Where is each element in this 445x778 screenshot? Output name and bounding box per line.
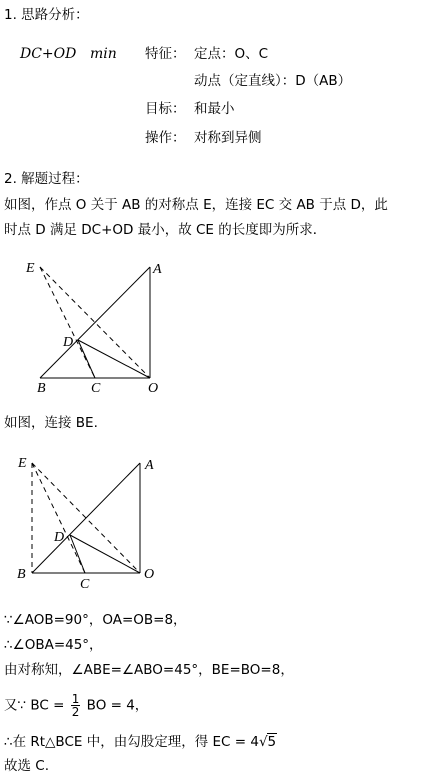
fig1-label-b: B [37, 381, 46, 396]
fraction-one-half [71, 693, 81, 718]
fig2-dashed-ec [32, 463, 85, 573]
fig2-segment-dc [70, 535, 85, 573]
section2-title: 2. 解题过程： [4, 171, 89, 187]
radicand: 5 [267, 734, 277, 750]
operation-text: 对称到异侧 [194, 130, 262, 146]
fraction-numerator: 1 [71, 692, 80, 706]
fig2-segment-ab [32, 463, 140, 573]
proof-step-5 [4, 733, 277, 751]
section1-title: 1. 思路分析： [4, 7, 89, 23]
proof-step-4 [4, 693, 148, 718]
proof-step-3: 由对称知，∠ABE=∠ABO=45°，BE=BO=8， [4, 662, 294, 678]
fixed-points-text: 定点：O、C [194, 46, 269, 62]
connect-be-text: 如图，连接 BE. [4, 415, 98, 431]
fig2-label-c: C [80, 577, 90, 592]
proof-step-1: ∵∠AOB=90°，OA=OB=8， [4, 612, 187, 628]
proof-step-2: ∴∠OBA=45°， [4, 637, 103, 653]
fig2-label-e: E [18, 456, 27, 471]
fig2-segment-do [70, 535, 140, 573]
expression-min: min [90, 46, 117, 62]
moving-point-text: 动点（定直线）：D（AB） [194, 73, 352, 89]
fig1-label-a: A [153, 262, 162, 277]
proof-step-4-prefix: 又∵ BC = [4, 697, 65, 714]
fig1-label-e: E [26, 261, 35, 276]
fraction-denominator: 2 [71, 705, 80, 719]
proof-step-4-suffix: BO = 4， [86, 697, 149, 714]
sqrt-icon: √ [258, 734, 268, 750]
proof-step-5-text: ∴在 Rt△BCE 中，由勾股定理，得 EC = 4 [4, 734, 259, 750]
feature-label: 特征： [145, 46, 186, 62]
fig1-label-d: D [63, 335, 74, 350]
goal-label: 目标： [145, 101, 186, 117]
solution-paragraph-line1: 如图，作点 O 关于 AB 的对称点 E，连接 EC 交 AB 于点 D，此 [4, 197, 388, 213]
fig2-label-a: A [145, 458, 154, 473]
expression-dc-od: DC+OD [20, 46, 77, 62]
operation-label: 操作： [145, 130, 186, 146]
fig2-label-b: B [17, 567, 26, 582]
fig1-label-o: O [148, 381, 159, 396]
fig2-label-d: D [54, 530, 65, 545]
goal-text: 和最小 [194, 101, 235, 117]
solution-paragraph-line2: 时点 D 满足 DC+OD 最小，故 CE 的长度即为所求． [4, 222, 327, 238]
final-answer: 故选 C. [4, 758, 50, 774]
fig2-label-o: O [144, 567, 155, 582]
fig1-label-c: C [91, 381, 101, 396]
